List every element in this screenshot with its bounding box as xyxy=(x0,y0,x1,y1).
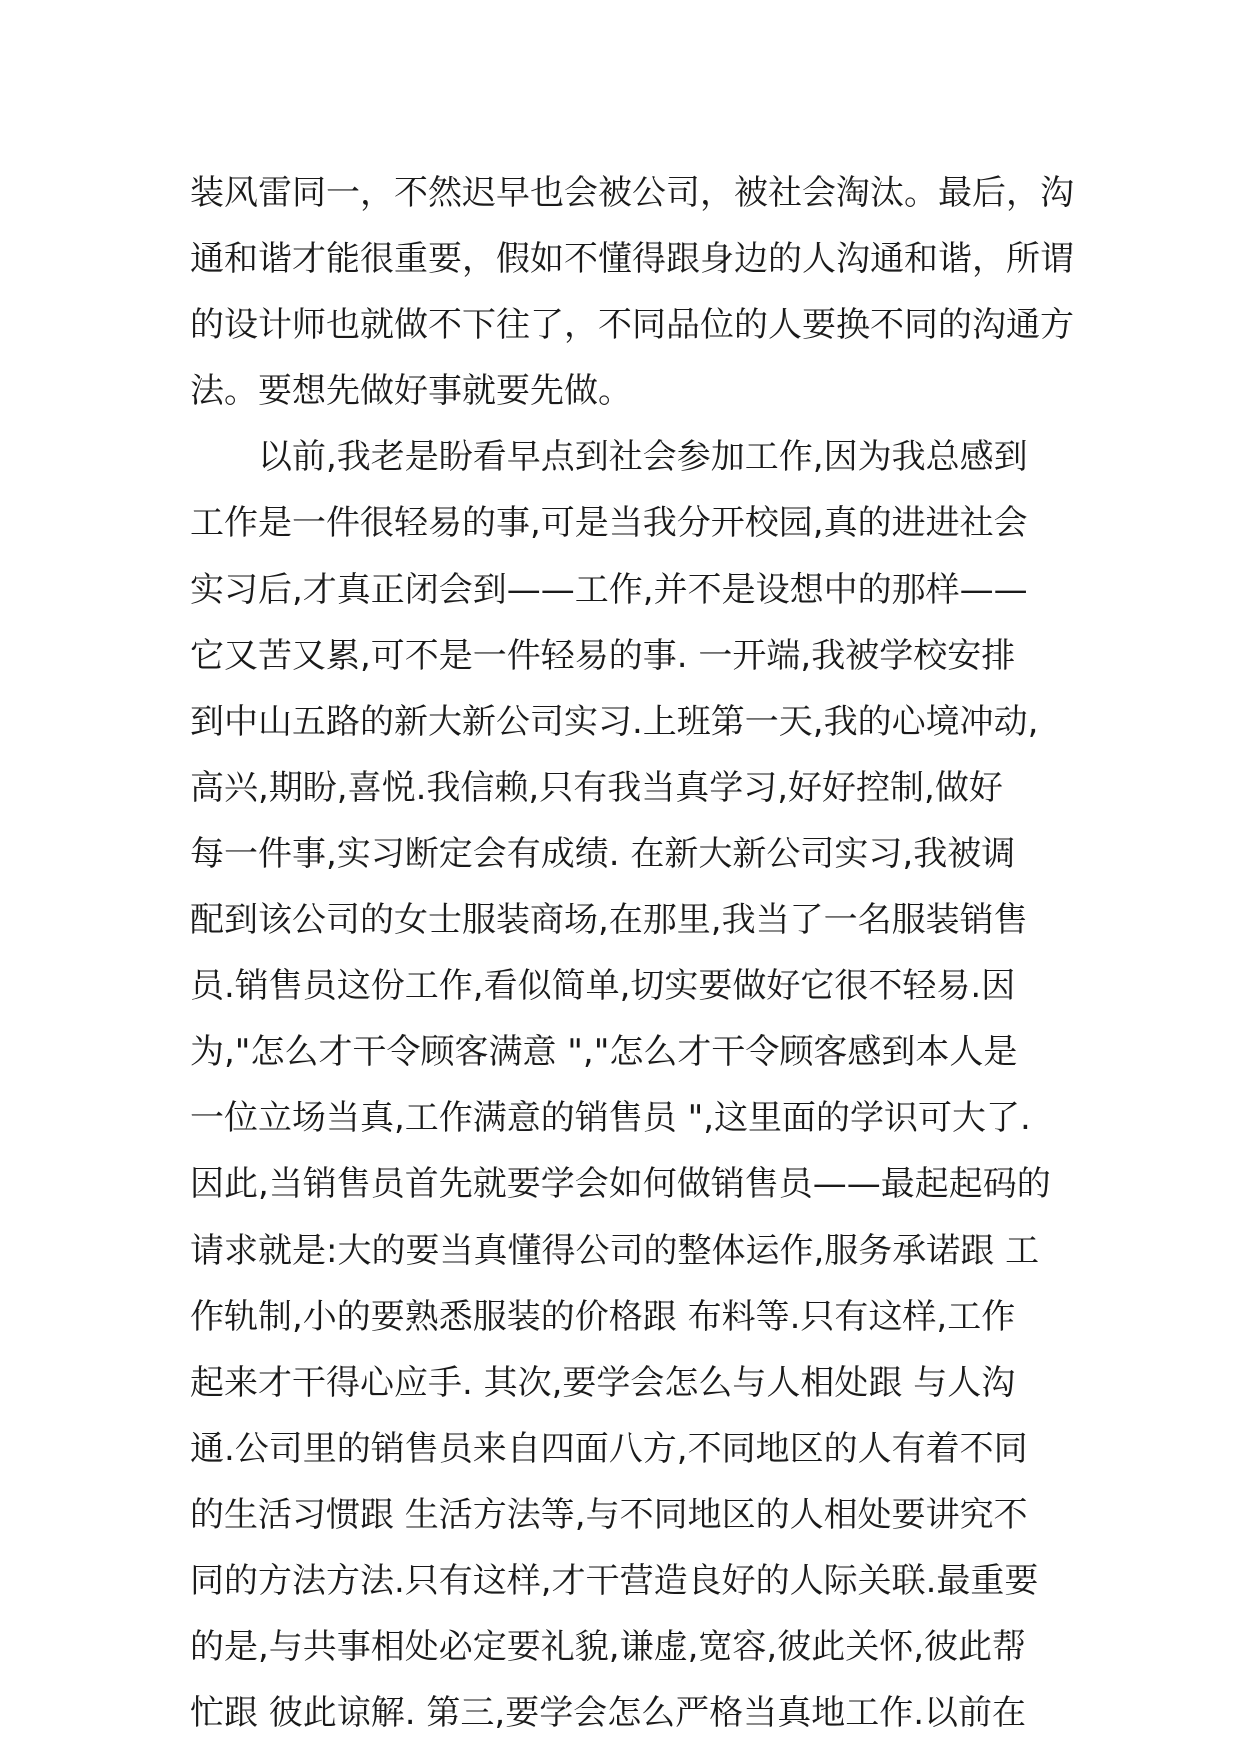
text-line: 员.销售员这份工作,看似简单,切实要做好它很不轻易.因 xyxy=(190,966,1016,1007)
text-line: 同的方法方法.只有这样,才干营造良好的人际关联.最重要 xyxy=(190,1560,1039,1601)
text-line: 因此,当销售员首先就要学会如何做销售员——最起起码的 xyxy=(190,1164,1051,1205)
text-line: 通.公司里的销售员来自四面八方,不同地区的人有着不同 xyxy=(190,1428,1028,1469)
text-line: 实习后,才真正闭会到——工作,并不是设想中的那样—— xyxy=(190,569,1028,610)
text-line: 以前,我老是盼看早点到社会参加工作,因为我总感到 xyxy=(190,437,1028,478)
text-line: 的是,与共事相处必定要礼貌,谦虚,宽容,彼此关怀,彼此帮 xyxy=(190,1627,1027,1668)
text-line: 法。要想先做好事就要先做。 xyxy=(190,371,632,412)
text-line: 它又苦又累,可不是一件轻易的事. 一开端,我被学校安排 xyxy=(190,635,1016,676)
text-line: 作轨制,小的要熟悉服装的价格跟 布料等.只有这样,工作 xyxy=(190,1296,1016,1337)
text-line: 一位立场当真,工作满意的销售员 ",这里面的学识可大了. xyxy=(190,1098,1031,1139)
text-line: 配到该公司的女士服装商场,在那里,我当了一名服装销售 xyxy=(190,900,1028,941)
text-line: 的设计师也就做不下往了，不同品位的人要换不同的沟通方 xyxy=(190,305,1074,346)
text-line: 请求就是:大的要当真懂得公司的整体运作,服务承诺跟 工 xyxy=(190,1230,1040,1271)
text-line: 忙跟 彼此谅解. 第三,要学会怎么严格当真地工作.以前在 xyxy=(190,1693,1027,1734)
text-line: 每一件事,实习断定会有成绩. 在新大新公司实习,我被调 xyxy=(190,833,1016,874)
text-line: 高兴,期盼,喜悦.我信赖,只有我当真学习,好好控制,做好 xyxy=(190,767,1003,808)
text-line: 为,"怎么才干令顾客满意 ","怎么才干令顾客感到本人是 xyxy=(190,1032,1018,1073)
text-line: 工作是一件很轻易的事,可是当我分开校园,真的进进社会 xyxy=(190,503,1028,544)
body-text xyxy=(190,160,1074,1746)
text-line: 的生活习惯跟 生活方法等,与不同地区的人相处要讲究不 xyxy=(190,1494,1028,1535)
text-line: 到中山五路的新大新公司实习.上班第一天,我的心境冲动, xyxy=(190,701,1039,742)
text-line: 起来才干得心应手. 其次,要学会怎么与人相处跟 与人沟 xyxy=(190,1362,1016,1403)
text-line: 装风雷同一，不然迟早也会被公司，被社会淘汰。最后，沟 xyxy=(190,173,1074,213)
text-line: 通和谐才能很重要，假如不懂得跟身边的人沟通和谐，所谓 xyxy=(190,239,1074,280)
